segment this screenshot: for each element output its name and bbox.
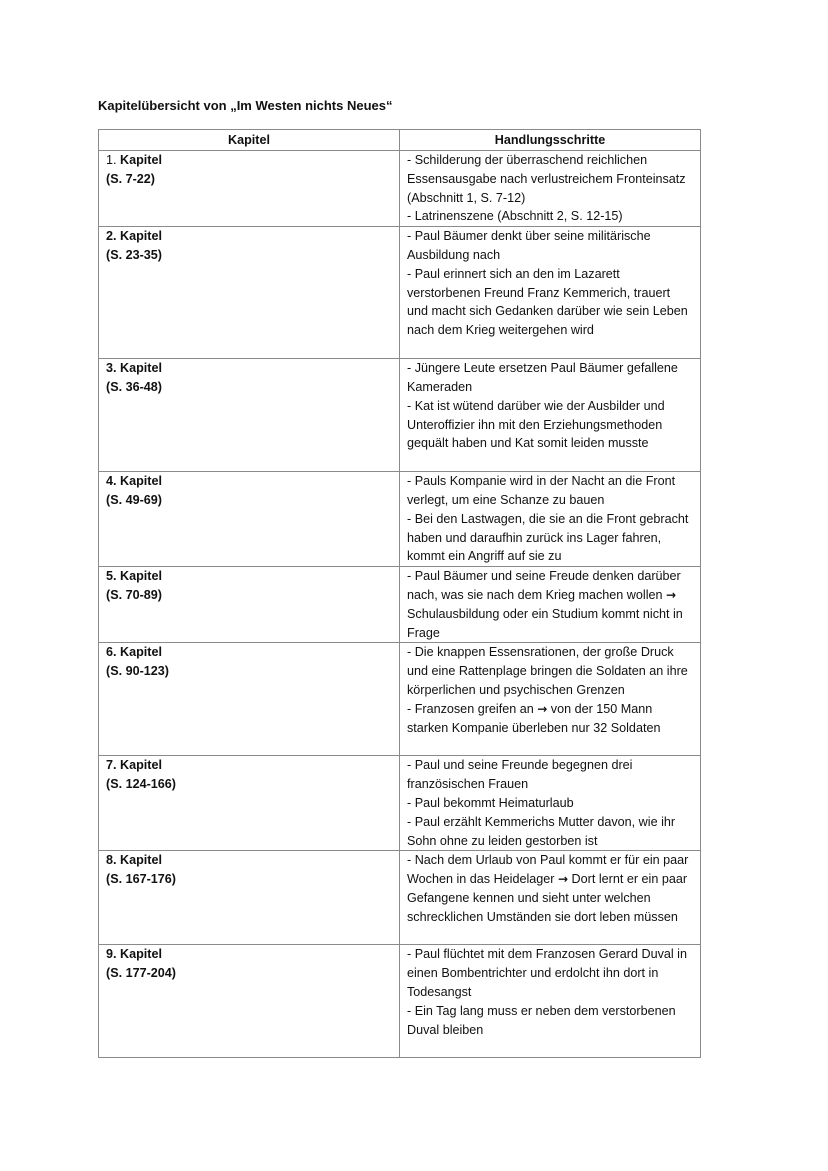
chapter-name xyxy=(106,227,393,246)
plot-step: - Paul erinnert sich an den im Lazarett verstorbenen Freund Franz Kemmerich, trauert und macht sich Gedanken darüber wie sein Leben nach dem Krieg weitergehen wird xyxy=(407,266,688,338)
chapter-cell xyxy=(99,851,400,945)
chapter-number: 9. xyxy=(106,947,117,962)
chapter-cell xyxy=(99,756,400,851)
chapter-number: 4. xyxy=(106,474,117,489)
chapter-table xyxy=(98,129,701,1058)
chapter-pages: (S. 36-48) xyxy=(106,379,162,394)
table-header-row xyxy=(99,130,701,151)
chapter-label: Kapitel xyxy=(120,758,163,773)
table-row xyxy=(99,851,701,945)
header-chapter: Kapitel xyxy=(99,130,400,151)
plot-step-text: - Nach dem Urlaub von Paul kommt er für ein paar Wochen in das Heidelager xyxy=(407,853,689,887)
chapter-name xyxy=(106,756,393,775)
chapter-pages: (S. 70-89) xyxy=(106,587,162,602)
chapter-name xyxy=(106,643,393,662)
chapter-number: 7. xyxy=(106,758,117,773)
table-row xyxy=(99,227,701,359)
chapter-label: Kapitel xyxy=(120,153,163,167)
table-row xyxy=(99,643,701,756)
plot-step xyxy=(407,851,694,926)
plot-step: - Bei den Lastwagen, die sie an die Front gebracht haben und daraufhin zurück ins Lager fahren, kommt ein Angriff auf sie zu xyxy=(407,511,689,564)
chapter-cell xyxy=(99,945,400,1058)
document-title: Kapitelübersicht von „Im Westen nichts Neues“ xyxy=(98,98,393,113)
plot-step: - Pauls Kompanie wird in der Nacht an die Front verlegt, um eine Schanze zu bauen xyxy=(407,474,676,507)
chapter-name xyxy=(106,851,393,870)
chapter-number: 6. xyxy=(106,645,117,660)
chapter-label: Kapitel xyxy=(120,947,163,962)
table-row xyxy=(99,756,701,851)
chapter-name xyxy=(106,151,393,170)
steps-cell xyxy=(400,227,701,359)
chapter-number: 2. xyxy=(106,229,117,244)
chapter-pages: (S. 124-166) xyxy=(106,777,177,792)
steps-cell xyxy=(400,945,701,1058)
arrow-right-icon: → xyxy=(537,701,548,716)
chapter-name xyxy=(106,359,393,378)
chapter-name xyxy=(106,945,393,964)
chapter-pages: (S. 177-204) xyxy=(106,966,177,981)
steps-cell xyxy=(400,851,701,945)
table-row xyxy=(99,945,701,1058)
arrow-right-icon: → xyxy=(558,872,569,887)
chapter-label: Kapitel xyxy=(120,361,163,376)
chapter-label: Kapitel xyxy=(120,645,163,660)
chapter-pages: (S. 23-35) xyxy=(106,247,162,262)
arrow-right-icon: → xyxy=(666,587,677,602)
chapter-number: 3. xyxy=(106,361,117,376)
plot-step: - Paul erzählt Kemmerichs Mutter davon, wie ihr Sohn ohne zu leiden gestorben ist xyxy=(407,814,676,848)
chapter-label: Kapitel xyxy=(120,569,163,584)
plot-step-text: von der 150 Mann starken Kompanie überleben nur 32 Soldaten xyxy=(407,701,661,735)
chapter-label: Kapitel xyxy=(120,229,163,244)
chapter-number: 8. xyxy=(106,853,117,868)
table-row xyxy=(99,151,701,227)
plot-step: - Latrinenszene (Abschnitt 2, S. 12-15) xyxy=(407,209,623,224)
plot-step: - Paul bekommt Heimaturlaub xyxy=(407,795,574,810)
chapter-number: 1. xyxy=(106,153,117,167)
chapter-pages: (S. 167-176) xyxy=(106,872,177,887)
plot-step: - Ein Tag lang muss er neben dem verstorbenen Duval bleiben xyxy=(407,1003,676,1037)
chapter-cell xyxy=(99,472,400,567)
plot-step-text: Dort lernt er ein paar Gefangene kennen und sieht unter welchen schrecklichen Umständen sie dort leben müssen xyxy=(407,872,688,924)
chapter-name xyxy=(106,472,393,491)
plot-step-text: - Paul Bäumer und seine Freude denken darüber nach, was sie nach dem Krieg machen wollen xyxy=(407,569,681,602)
steps-cell xyxy=(400,643,701,756)
plot-step: - Jüngere Leute ersetzen Paul Bäumer gefallene Kameraden xyxy=(407,361,678,394)
steps-cell xyxy=(400,472,701,567)
chapter-pages: (S. 90-123) xyxy=(106,664,169,679)
table-row xyxy=(99,359,701,472)
header-steps: Handlungsschritte xyxy=(400,130,701,151)
chapter-cell xyxy=(99,151,400,227)
plot-step: - Die knappen Essensrationen, der große Druck und eine Rattenplage bringen die Soldaten an ihre körperlichen und psychischen Grenzen xyxy=(407,645,688,697)
plot-step: - Paul und seine Freunde begegnen drei französischen Frauen xyxy=(407,758,633,792)
chapter-pages: (S. 7-22) xyxy=(106,171,155,186)
plot-step: - Schilderung der überraschend reichlichen Essensausgabe nach verlustreichem Fronteinsatz (Abschnitt 1, S. 7-12) xyxy=(407,153,686,205)
plot-step: - Kat ist wütend darüber wie der Ausbilder und Unteroffizier ihn mit den Erziehungsmethoden gequält haben und Kat somit leiden musste xyxy=(407,398,665,451)
plot-step: - Paul Bäumer denkt über seine militärische Ausbildung nach xyxy=(407,229,651,262)
chapter-cell xyxy=(99,359,400,472)
chapter-cell xyxy=(99,567,400,643)
plot-step-text: - Franzosen greifen an xyxy=(407,701,534,716)
steps-cell xyxy=(400,359,701,472)
plot-step-text: Schulausbildung oder ein Studium kommt nicht in Frage xyxy=(407,606,683,640)
plot-step xyxy=(407,567,694,642)
chapter-name xyxy=(106,567,393,586)
plot-step: - Paul flüchtet mit dem Franzosen Gerard Duval in einen Bombentrichter und erdolcht ihn dort in Todesangst xyxy=(407,947,687,999)
chapter-pages: (S. 49-69) xyxy=(106,492,162,507)
table-row xyxy=(99,567,701,643)
chapter-number: 5. xyxy=(106,569,117,584)
chapter-cell xyxy=(99,227,400,359)
steps-cell xyxy=(400,756,701,851)
chapter-cell xyxy=(99,643,400,756)
chapter-label: Kapitel xyxy=(120,474,163,489)
steps-cell xyxy=(400,151,701,227)
table-row xyxy=(99,472,701,567)
steps-cell xyxy=(400,567,701,643)
plot-step xyxy=(407,700,694,738)
chapter-label: Kapitel xyxy=(120,853,163,868)
